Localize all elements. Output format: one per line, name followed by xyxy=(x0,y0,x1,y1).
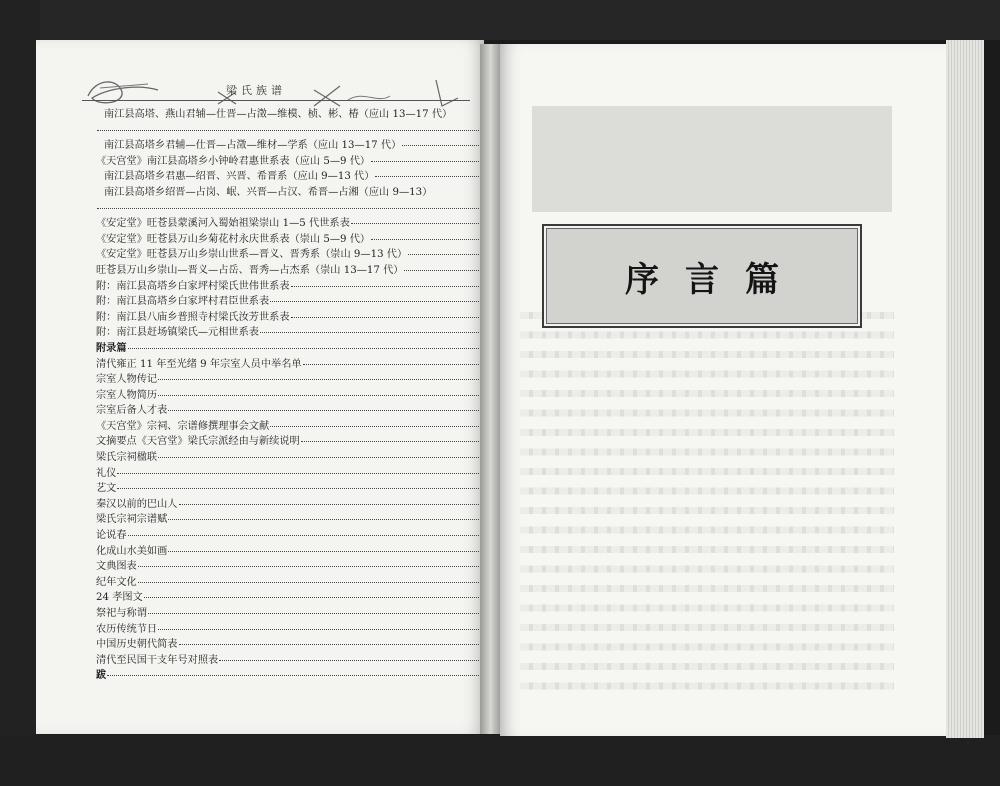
toc-entry: 《安定堂》旺苍县万山乡崇山世系—晋义、晋秀系（崇山 9—13 代） xyxy=(96,247,504,263)
page-stack-edge xyxy=(946,40,984,738)
toc-entry: 秦汉以前的巴山人 xyxy=(96,497,504,513)
toc-entry: 清代至民国干支年号对照表 xyxy=(96,653,504,669)
toc-entry: 梁氏宗祠楹联 xyxy=(96,450,504,466)
toc-entry: 附：南江县八庙乡普照寺村梁氏汝芳世系表 xyxy=(96,310,504,326)
toc-entry: 纪年文化 xyxy=(96,575,504,591)
toc-entry: 南江县高塔乡绍晋—占岗、岷、兴晋—占汉、希晋—占湘（应山 9—13） xyxy=(104,186,433,198)
toc-entry: 祭祀与称谓 xyxy=(96,606,504,622)
toc-entry: 附：南江县高塔乡白家坪村君臣世系表 xyxy=(96,294,504,310)
toc-entry: 清代雍正 11 年至光绪 9 年宗室人员中举名单 xyxy=(96,357,504,373)
show-through-text xyxy=(520,312,894,702)
toc-section-heading: 附录篇 xyxy=(96,341,504,357)
table-of-contents xyxy=(96,107,504,684)
show-through-band xyxy=(532,106,892,212)
toc-entry: 文典图表 xyxy=(96,559,504,575)
toc-entry: 中国历史朝代简表 xyxy=(96,637,504,653)
toc-entry: 《天宫堂》南江县高塔乡小钟岭君惠世系表（应山 5—9 代） xyxy=(96,154,504,170)
left-page xyxy=(36,40,484,734)
toc-entry: 附：南江县高塔乡白家坪村梁氏世伟世系表 xyxy=(96,279,504,295)
toc-entry: 礼仪 xyxy=(96,466,504,482)
background-left xyxy=(0,0,40,786)
section-title-box xyxy=(542,224,862,328)
toc-entry: 化成山水美如画 xyxy=(96,544,504,560)
toc-entry: 宗室后备人才表 xyxy=(96,403,504,419)
toc-entry: 附：南江县赶场镇梁氏—元相世系表 xyxy=(96,325,504,341)
toc-entry: 宗室人物简历 xyxy=(96,388,504,404)
toc-entry: 南江县高塔、燕山君辅—仕晋—占澂—维模、桢、彬、椿（应山 13—17 代） xyxy=(104,109,453,120)
toc-entry: 南江县高塔乡君惠—绍晋、兴晋、希晋系（应山 9—13 代） xyxy=(96,169,504,185)
background-bottom xyxy=(0,735,1000,786)
section-title: 序言篇 xyxy=(625,259,805,300)
header-rule xyxy=(82,100,470,101)
toc-entry: 论说春 xyxy=(96,528,504,544)
toc-entry: 《安定堂》旺苍县万山乡菊花村永庆世系表（崇山 5—9 代） xyxy=(96,232,504,248)
toc-entry: 宗室人物传记 xyxy=(96,372,504,388)
toc-entry xyxy=(96,123,504,139)
background-top xyxy=(0,0,1000,40)
toc-entry: 艺文 xyxy=(96,481,504,497)
toc-section-heading: 跋 xyxy=(96,668,504,684)
toc-entry: 《安定堂》旺苍县蒙溪河入蜀始祖梁崇山 1—5 代世系表 xyxy=(96,216,504,232)
toc-entry: 南江县高塔乡君辅—仕晋—占澂—维材—学系（应山 13—17 代） xyxy=(96,138,504,154)
running-head: 梁氏族谱 xyxy=(226,84,286,97)
toc-entry xyxy=(96,201,504,217)
toc-entry: 24 孝图文 xyxy=(96,590,504,606)
toc-entry: 文摘要点《天宫堂》梁氏宗派经由与新续说明 xyxy=(96,434,504,450)
toc-entry: 梁氏宗祠宗谱赋 xyxy=(96,512,504,528)
toc-entry: 农历传统节日 xyxy=(96,622,504,638)
right-page xyxy=(500,44,952,736)
toc-entry: 旺苍县万山乡崇山—晋义—占岳、晋秀—占杰系（崇山 13—17 代） xyxy=(96,263,504,279)
toc-entry: 《天宫堂》宗祠、宗谱修撰理事会文献 xyxy=(96,419,504,435)
